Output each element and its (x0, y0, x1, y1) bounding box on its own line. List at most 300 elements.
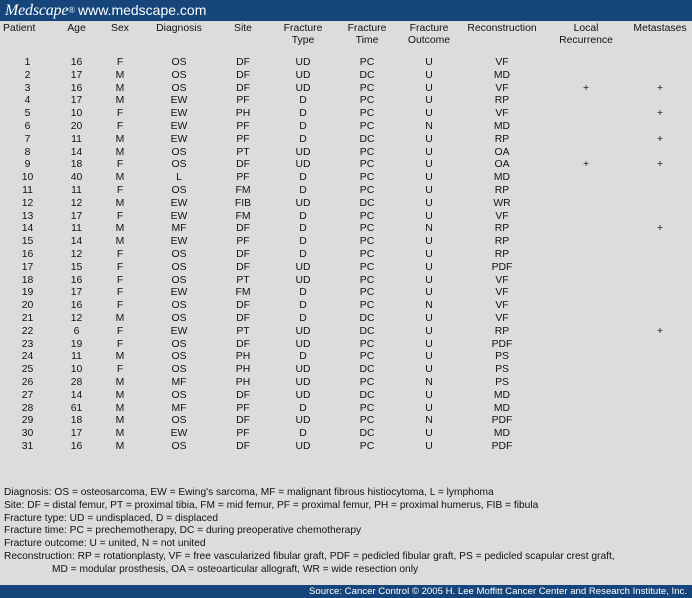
cell-fracture-type: D (299, 223, 307, 235)
cell-local-recurrence (544, 403, 628, 416)
cell-age: 17 (70, 95, 83, 107)
table-row (0, 364, 692, 377)
cell-patient: 23 (21, 338, 34, 350)
cell-diagnosis: L (176, 172, 182, 184)
cell-diagnosis: OS (171, 389, 187, 401)
cell-patient: 9 (24, 159, 31, 171)
cell-reconstruction: VF (495, 210, 509, 222)
cell-sex: M (115, 376, 125, 388)
cell-metastases: + (656, 108, 664, 120)
cell-fracture-time: PC (359, 236, 375, 248)
cell-fracture-type: D (299, 133, 307, 145)
cell-fracture-type: UD (295, 274, 311, 286)
cell-local-recurrence (544, 275, 628, 288)
cell-diagnosis: MF (171, 223, 187, 235)
cell-fracture-type: UD (295, 389, 311, 401)
cell-metastases: + (656, 82, 664, 94)
cell-fracture-time: DC (359, 428, 375, 440)
cell-fracture-type: D (299, 236, 307, 248)
cell-fracture-type: UD (295, 82, 311, 94)
cell-metastases: + (656, 325, 664, 337)
cell-local-recurrence (544, 95, 628, 108)
cell-sex: F (116, 274, 124, 286)
cell-site: PH (235, 364, 251, 376)
cell-site: FM (235, 184, 251, 196)
cell-fracture-outcome: U (425, 172, 433, 184)
cell-sex: F (116, 325, 124, 337)
header-fracture-time-line1: Fracture (347, 23, 387, 34)
cell-diagnosis: OS (171, 261, 187, 273)
header-fracture-outcome-line1: Fracture (409, 23, 449, 34)
cell-local-recurrence (544, 108, 628, 121)
note-diagnosis: Diagnosis: OS = osteosarcoma, EW = Ewing's sarcoma, MF = malignant fibrous histiocytoma, L = lymphoma (4, 487, 494, 498)
cell-diagnosis: OS (171, 248, 187, 260)
cell-fracture-outcome: N (425, 300, 433, 312)
header-fracture-type-line2: Type (291, 35, 315, 46)
cell-sex: M (115, 146, 125, 158)
cell-site: DF (236, 82, 250, 94)
cell-fracture-time: DC (359, 133, 375, 145)
cell-diagnosis: EW (170, 210, 188, 222)
cell-fracture-time: PC (359, 210, 375, 222)
cell-age: 14 (70, 146, 83, 158)
table-row (0, 403, 692, 416)
cell-patient: 3 (24, 82, 31, 94)
cell-age: 40 (70, 172, 83, 184)
cell-reconstruction: PS (495, 376, 509, 388)
cell-sex: F (116, 287, 124, 299)
cell-fracture-time: DC (359, 389, 375, 401)
cell-diagnosis: OS (171, 338, 187, 350)
cell-site: DF (236, 223, 250, 235)
cell-diagnosis: OS (171, 159, 187, 171)
cell-patient: 19 (21, 287, 34, 299)
header-sex: Sex (111, 23, 129, 34)
cell-diagnosis: OS (171, 82, 187, 94)
cell-reconstruction: VF (495, 312, 509, 324)
cell-local-recurrence (544, 339, 628, 352)
table-row (0, 108, 692, 121)
cell-age: 18 (70, 415, 83, 427)
cell-fracture-time: PC (359, 261, 375, 273)
cell-metastases (628, 377, 692, 390)
cell-diagnosis: EW (170, 428, 188, 440)
table-row (0, 134, 692, 147)
cell-patient: 21 (21, 312, 34, 324)
cell-site: PT (236, 146, 250, 158)
cell-fracture-outcome: U (425, 108, 433, 120)
cell-reconstruction: VF (495, 300, 509, 312)
cell-local-recurrence (544, 185, 628, 198)
table-row (0, 441, 692, 454)
cell-reconstruction: PS (495, 364, 509, 376)
table-row (0, 70, 692, 83)
cell-age: 17 (70, 287, 83, 299)
cell-reconstruction: RP (494, 223, 510, 235)
cell-sex: F (116, 57, 124, 68)
cell-metastases (628, 249, 692, 262)
cell-local-recurrence: + (582, 82, 590, 94)
cell-age: 16 (70, 57, 83, 68)
cell-metastases (628, 403, 692, 416)
note-reconstruction: Reconstruction: RP = rotationplasty, VF = free vascularized fibular graft, PDF = pedicled fibular graft, PS = pedicled scapular crest graft, (4, 550, 615, 562)
cell-site: DF (236, 248, 250, 260)
cell-diagnosis: OS (171, 415, 187, 427)
cell-local-recurrence (544, 326, 628, 339)
cell-age: 10 (70, 108, 83, 120)
cell-fracture-type: UD (295, 146, 311, 158)
cell-local-recurrence (544, 441, 628, 454)
cell-local-recurrence (544, 172, 628, 185)
cell-fracture-time: PC (359, 146, 375, 158)
cell-diagnosis: OS (171, 184, 187, 196)
cell-metastases (628, 211, 692, 224)
table-row (0, 351, 692, 364)
cell-fracture-outcome: U (425, 69, 433, 81)
cell-fracture-time: PC (359, 440, 375, 452)
cell-local-recurrence (544, 300, 628, 313)
cell-local-recurrence (544, 262, 628, 275)
cell-age: 12 (70, 197, 83, 209)
note-fracture-outcome: Fracture outcome: U = united, N = not united (4, 538, 206, 550)
cell-fracture-type: UD (295, 364, 311, 376)
table-row (0, 377, 692, 390)
cell-diagnosis: EW (170, 287, 188, 299)
cell-diagnosis: EW (170, 133, 188, 145)
cell-metastases (628, 287, 692, 300)
cell-local-recurrence: + (582, 159, 590, 171)
cell-fracture-outcome: U (425, 402, 433, 414)
table-row (0, 83, 692, 96)
cell-fracture-type: UD (295, 415, 311, 427)
cell-reconstruction: VF (495, 57, 509, 68)
cell-patient: 5 (24, 108, 31, 120)
cell-local-recurrence (544, 390, 628, 403)
cell-sex: M (115, 236, 125, 248)
cell-metastases (628, 390, 692, 403)
table-row (0, 313, 692, 326)
cell-patient: 4 (24, 95, 31, 107)
cell-site: PH (235, 376, 251, 388)
cell-sex: M (115, 428, 125, 440)
cell-diagnosis: EW (170, 197, 188, 209)
cell-patient: 28 (21, 402, 34, 414)
cell-site: DF (236, 159, 250, 171)
cell-diagnosis: OS (171, 300, 187, 312)
cell-fracture-outcome: U (425, 184, 433, 196)
cell-diagnosis: OS (171, 69, 187, 81)
cell-patient: 18 (21, 274, 34, 286)
cell-reconstruction: VF (495, 82, 509, 94)
cell-metastases (628, 121, 692, 134)
cell-metastases (628, 147, 692, 160)
cell-fracture-type: UD (295, 440, 311, 452)
header-site: Site (234, 23, 252, 34)
cell-patient: 6 (24, 120, 31, 132)
cell-local-recurrence (544, 147, 628, 160)
cell-site: PH (235, 351, 251, 363)
table-row (0, 236, 692, 249)
cell-age: 17 (70, 428, 83, 440)
cell-diagnosis: EW (170, 108, 188, 120)
cell-sex: M (115, 95, 125, 107)
cell-fracture-type: D (299, 300, 307, 312)
cell-local-recurrence (544, 121, 628, 134)
cell-metastases (628, 70, 692, 83)
header-local-recurrence-line1: Local (573, 23, 599, 34)
cell-sex: M (115, 389, 125, 401)
cell-age: 6 (73, 325, 80, 337)
table-row (0, 300, 692, 313)
table-row (0, 185, 692, 198)
note-fracture-time: Fracture time: PC = prechemotherapy, DC = during preoperative chemotherapy (4, 525, 362, 537)
cell-patient: 13 (21, 210, 34, 222)
cell-site: PF (236, 172, 250, 184)
cell-metastases (628, 313, 692, 326)
cell-site: PF (236, 120, 250, 132)
cell-fracture-type: UD (295, 197, 311, 209)
cell-patient: 2 (24, 69, 31, 81)
header-fracture-time (336, 23, 398, 53)
cell-reconstruction: WR (493, 197, 511, 209)
cell-fracture-outcome: U (425, 146, 433, 158)
cell-site: DF (236, 338, 250, 350)
note-reconstruction-cont: MD = modular prosthesis, OA = osteoarticular allograft, WR = wide resection only (52, 563, 419, 575)
cell-age: 17 (70, 69, 83, 81)
cell-fracture-time: DC (359, 312, 375, 324)
table-row (0, 275, 692, 288)
header-patient: Patient (3, 23, 36, 34)
cell-fracture-type: UD (295, 261, 311, 273)
cell-diagnosis: OS (171, 146, 187, 158)
cell-metastases (628, 172, 692, 185)
cell-fracture-type: D (299, 287, 307, 299)
cell-fracture-time: PC (359, 172, 375, 184)
table-row (0, 121, 692, 134)
cell-sex: F (116, 159, 124, 171)
cell-fracture-type: D (299, 172, 307, 184)
cell-reconstruction: PDF (491, 338, 513, 350)
table-row (0, 223, 692, 236)
patient-table (0, 23, 692, 454)
cell-reconstruction: VF (495, 287, 509, 299)
cell-local-recurrence (544, 70, 628, 83)
cell-fracture-type: D (299, 402, 307, 414)
cell-fracture-outcome: U (425, 274, 433, 286)
cell-diagnosis: OS (171, 312, 187, 324)
header-fracture-type-line1: Fracture (283, 23, 323, 34)
cell-fracture-type: D (299, 120, 307, 132)
cell-metastases (628, 275, 692, 288)
cell-fracture-outcome: U (425, 57, 433, 68)
cell-sex: M (115, 197, 125, 209)
cell-reconstruction: MD (493, 402, 511, 414)
note-fracture-type: Fracture type: UD = undisplaced, D = displaced (4, 512, 219, 524)
cell-sex: M (115, 133, 125, 145)
header-reconstruction: Reconstruction (467, 23, 537, 34)
cell-fracture-type: UD (295, 338, 311, 350)
cell-fracture-time: PC (359, 82, 375, 94)
cell-sex: F (116, 300, 124, 312)
cell-fracture-outcome: N (425, 415, 433, 427)
cell-reconstruction: RP (494, 236, 510, 248)
logo-text: Medscape (5, 2, 69, 19)
cell-patient: 12 (21, 197, 34, 209)
cell-metastases (628, 351, 692, 364)
cell-patient: 27 (21, 389, 34, 401)
cell-age: 11 (71, 351, 82, 363)
cell-site: DF (236, 57, 250, 68)
cell-fracture-type: UD (295, 57, 311, 68)
cell-metastases (628, 236, 692, 249)
cell-reconstruction: OA (494, 159, 510, 171)
cell-sex: F (116, 184, 124, 196)
cell-local-recurrence (544, 249, 628, 262)
cell-sex: M (115, 440, 125, 452)
cell-fracture-type: UD (295, 69, 311, 81)
table-row (0, 262, 692, 275)
cell-local-recurrence (544, 236, 628, 249)
cell-fracture-time: PC (359, 300, 375, 312)
cell-age: 11 (71, 184, 82, 196)
cell-fracture-type: UD (295, 376, 311, 388)
cell-local-recurrence (544, 57, 628, 70)
cell-site: DF (236, 69, 250, 81)
cell-site: PT (236, 274, 250, 286)
medscape-logo[interactable] (5, 1, 75, 20)
cell-age: 18 (70, 159, 83, 171)
cell-fracture-type: UD (295, 159, 311, 171)
cell-sex: F (116, 261, 124, 273)
cell-fracture-outcome: U (425, 236, 433, 248)
registered-mark: ® (68, 5, 75, 15)
cell-fracture-outcome: U (425, 428, 433, 440)
table-body (0, 53, 692, 454)
cell-reconstruction: MD (493, 428, 511, 440)
table-row (0, 249, 692, 262)
cell-age: 28 (70, 376, 83, 388)
cell-sex: F (116, 364, 124, 376)
cell-fracture-outcome: U (425, 82, 433, 94)
cell-patient: 20 (21, 300, 34, 312)
cell-sex: M (115, 402, 125, 414)
cell-fracture-type: D (299, 95, 307, 107)
cell-fracture-time: DC (359, 364, 375, 376)
cell-fracture-outcome: U (425, 95, 433, 107)
table-row (0, 172, 692, 185)
cell-metastases: + (656, 223, 664, 235)
cell-diagnosis: OS (171, 364, 187, 376)
cell-site: PF (236, 133, 250, 145)
cell-fracture-outcome: U (425, 312, 433, 324)
cell-patient: 30 (21, 428, 34, 440)
cell-fracture-type: D (299, 184, 307, 196)
cell-site: PF (236, 95, 250, 107)
cell-metastases: + (656, 159, 664, 171)
table-row (0, 198, 692, 211)
cell-site: PF (236, 428, 250, 440)
cell-age: 17 (70, 210, 83, 222)
cell-reconstruction: VF (495, 108, 509, 120)
cell-age: 11 (71, 133, 82, 145)
cell-local-recurrence (544, 211, 628, 224)
cell-sex: F (116, 338, 124, 350)
cell-fracture-time: DC (359, 197, 375, 209)
header-fracture-outcome (398, 23, 460, 53)
header-metastases: Metastases (633, 23, 687, 34)
source-bar (0, 585, 692, 598)
note-site: Site: DF = distal femur, PT = proximal tibia, FM = mid femur, PF = proximal femur, PH = proximal humerus, FIB = fibula (4, 499, 539, 511)
cell-fracture-time: PC (359, 223, 375, 235)
cell-age: 14 (70, 389, 83, 401)
table-row (0, 95, 692, 108)
cell-metastases (628, 198, 692, 211)
cell-fracture-time: PC (359, 159, 375, 171)
cell-patient: 14 (21, 223, 34, 235)
cell-patient: 29 (21, 415, 34, 427)
table-row (0, 211, 692, 224)
cell-reconstruction: PDF (491, 261, 513, 273)
cell-age: 14 (70, 236, 83, 248)
cell-metastases: + (656, 133, 664, 145)
cell-metastases (628, 95, 692, 108)
cell-fracture-time: DC (359, 325, 375, 337)
cell-fracture-time: PC (359, 402, 375, 414)
cell-age: 20 (70, 120, 83, 132)
header-diagnosis: Diagnosis (156, 23, 202, 34)
cell-patient: 1 (24, 57, 31, 68)
cell-fracture-type: D (299, 108, 307, 120)
cell-fracture-outcome: U (425, 325, 433, 337)
cell-fracture-time: PC (359, 57, 375, 68)
cell-site: FIB (234, 197, 252, 209)
cell-fracture-type: D (299, 248, 307, 260)
cell-local-recurrence (544, 351, 628, 364)
cell-sex: M (115, 351, 125, 363)
cell-diagnosis: EW (170, 120, 188, 132)
cell-diagnosis: OS (171, 440, 187, 452)
cell-reconstruction: PS (495, 351, 509, 363)
cell-fracture-type: D (299, 351, 307, 363)
cell-fracture-type: D (299, 428, 307, 440)
cell-site: PT (236, 325, 250, 337)
cell-patient: 15 (21, 236, 34, 248)
cell-site: FM (235, 210, 251, 222)
cell-site: PF (236, 402, 250, 414)
cell-local-recurrence (544, 415, 628, 428)
header-local-recurrence (544, 23, 628, 53)
cell-local-recurrence (544, 287, 628, 300)
cell-fracture-time: PC (359, 287, 375, 299)
cell-diagnosis: EW (170, 95, 188, 107)
cell-fracture-type: D (299, 312, 307, 324)
cell-diagnosis: MF (171, 402, 187, 414)
cell-diagnosis: EW (170, 325, 188, 337)
table-row (0, 326, 692, 339)
cell-diagnosis: OS (171, 57, 187, 68)
header-fracture-outcome-line2: Outcome (407, 35, 451, 46)
cell-fracture-outcome: U (425, 159, 433, 171)
cell-site: PF (236, 236, 250, 248)
cell-local-recurrence (544, 223, 628, 236)
cell-sex: M (115, 415, 125, 427)
site-url[interactable]: www.medscape.com (78, 2, 207, 18)
cell-fracture-time: PC (359, 248, 375, 260)
cell-site: DF (236, 261, 250, 273)
table-row (0, 339, 692, 352)
cell-fracture-outcome: U (425, 248, 433, 260)
table-row (0, 147, 692, 160)
